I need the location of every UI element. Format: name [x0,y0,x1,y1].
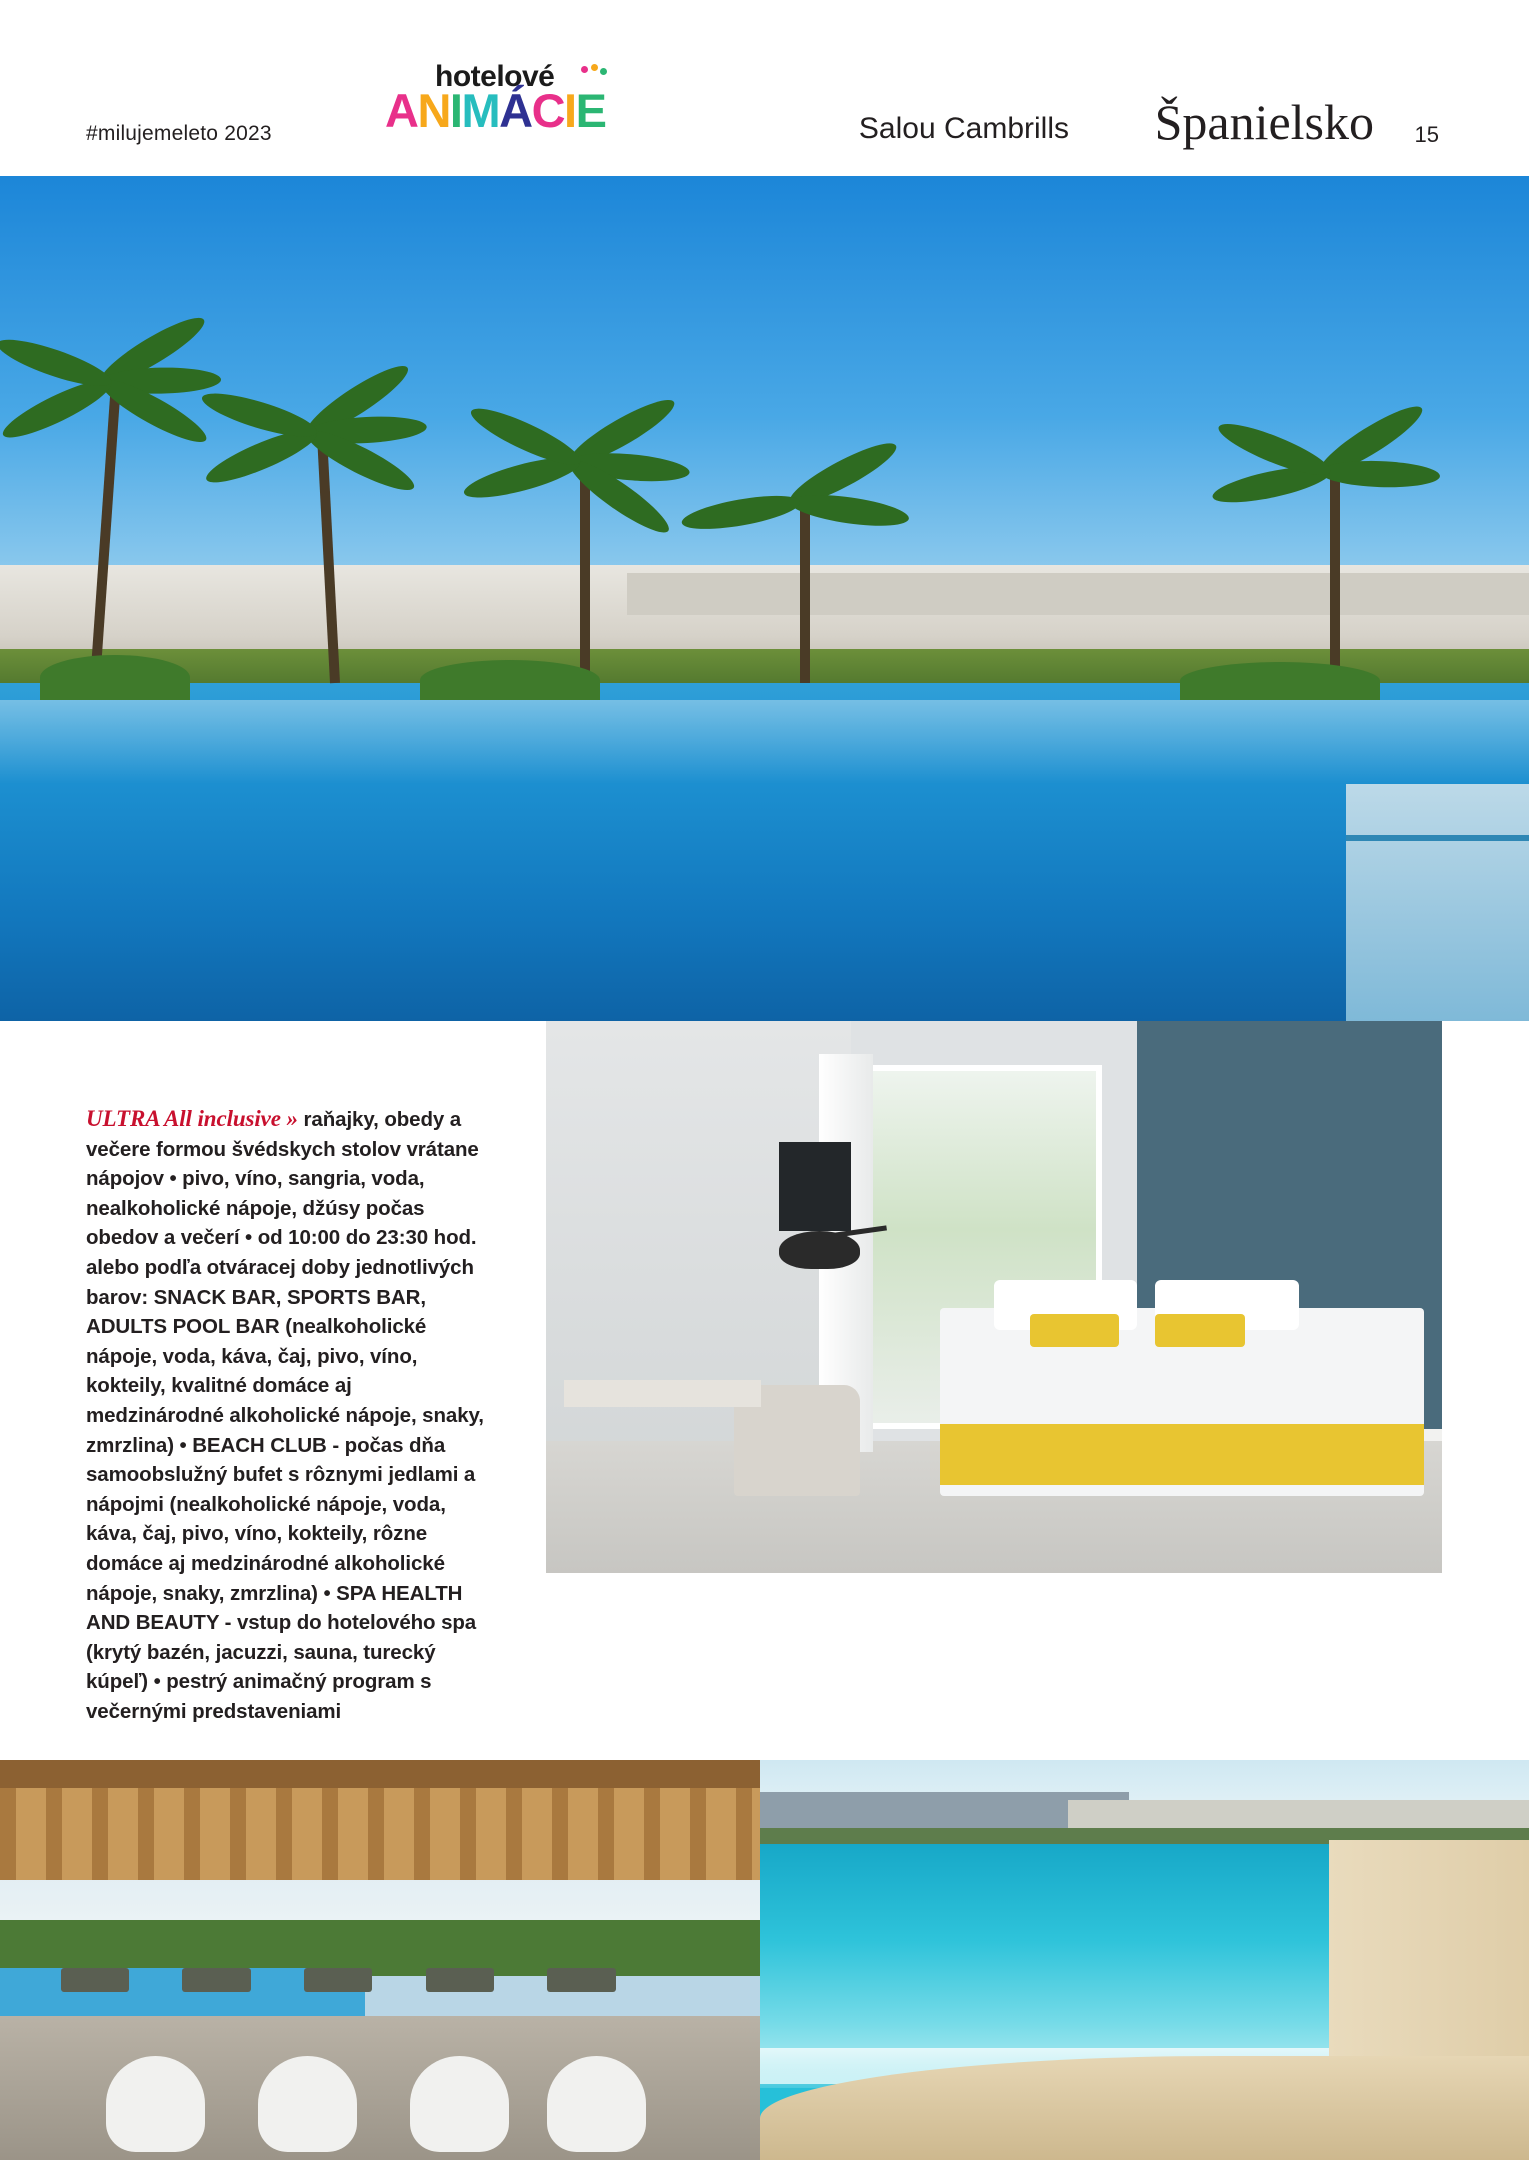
middle-section [0,1021,1529,1751]
hero-shrub [40,655,190,700]
bl-lounger [304,1968,372,1992]
hero-pool-edge [1346,784,1529,1021]
room-bed-runner [940,1424,1424,1485]
pergola-sunbeds-image [0,1760,760,2160]
issue-hashtag: #milujemeleto 2023 [86,122,272,145]
bl-egg-chair [410,2056,509,2152]
bl-lounger [547,1968,615,1992]
all-inclusive-heading: ULTRA All inclusive » [86,1106,298,1131]
beach-sea-image [760,1760,1529,2160]
page-number: 15 [1414,122,1439,147]
bl-pergola-beam [0,1760,760,1788]
hero-pool-edge-line [1346,835,1529,841]
logo-dots-icon [581,64,607,82]
hero-shrub [420,660,600,700]
bl-egg-chair [258,2056,357,2152]
header-destination: Salou Cambrills [858,112,1069,145]
bl-lounger [426,1968,494,1992]
all-inclusive-description [86,1104,486,1726]
bl-lounger [61,1968,129,1992]
room-desk [564,1380,761,1408]
hero-pool-reflection [0,700,1529,785]
palm-tree-icon [580,463,590,683]
hotel-room-image [546,1021,1442,1573]
room-cushion [1030,1314,1120,1347]
hero-building-shade [627,573,1529,615]
logo-main-word: ANIMÁCIE [385,84,606,137]
brand-logo [385,60,645,137]
hero-pool-image [0,176,1529,1021]
palm-tree-icon [800,503,810,683]
all-inclusive-body: raňajky, obedy a večere formou švédskych stolov vrátane nápojov • pivo, víno, sangria, voda, nealkoholické nápoje, džúsy počas obedov a večerí • od 10:00 do 23:30 hod. alebo podľa otváracej doby jednotlivých barov: SNACK BAR, SPORTS BAR, ADULTS POOL BAR (nealkoholické nápoje, voda, káva, čaj, pivo, víno, kokteily, kvalitné domáce aj medzinárodné alkoholické nápoje, snaky, zmrzlina) • BEACH CLUB - počas dňa samoobslužný bufet s rôznymi jedlami a nápojmi (nealkoholické nápoje, voda, káva, čaj, pivo, víno, kokteily, rôzne domáce aj medzinárodné alkoholické nápoje, snaky, zmrzlina) • SPA HEALTH AND BEAUTY - vstup do hotelového spa (krytý bazén, jacuzzi, sauna, turecký kúpeľ) • pestrý animačný program s večernými predstaveniami [86,1108,484,1723]
logo-top-word: hotelové [435,60,555,93]
bl-lounger [182,1968,250,1992]
header-country: Španielsko [1154,94,1374,150]
hero-shrub [1180,662,1380,700]
palm-tree-icon [1330,473,1340,683]
bl-egg-chair [547,2056,646,2152]
bl-egg-chair [106,2056,205,2152]
room-tv [779,1142,851,1230]
room-cushion [1155,1314,1245,1347]
page-header [0,0,1529,176]
